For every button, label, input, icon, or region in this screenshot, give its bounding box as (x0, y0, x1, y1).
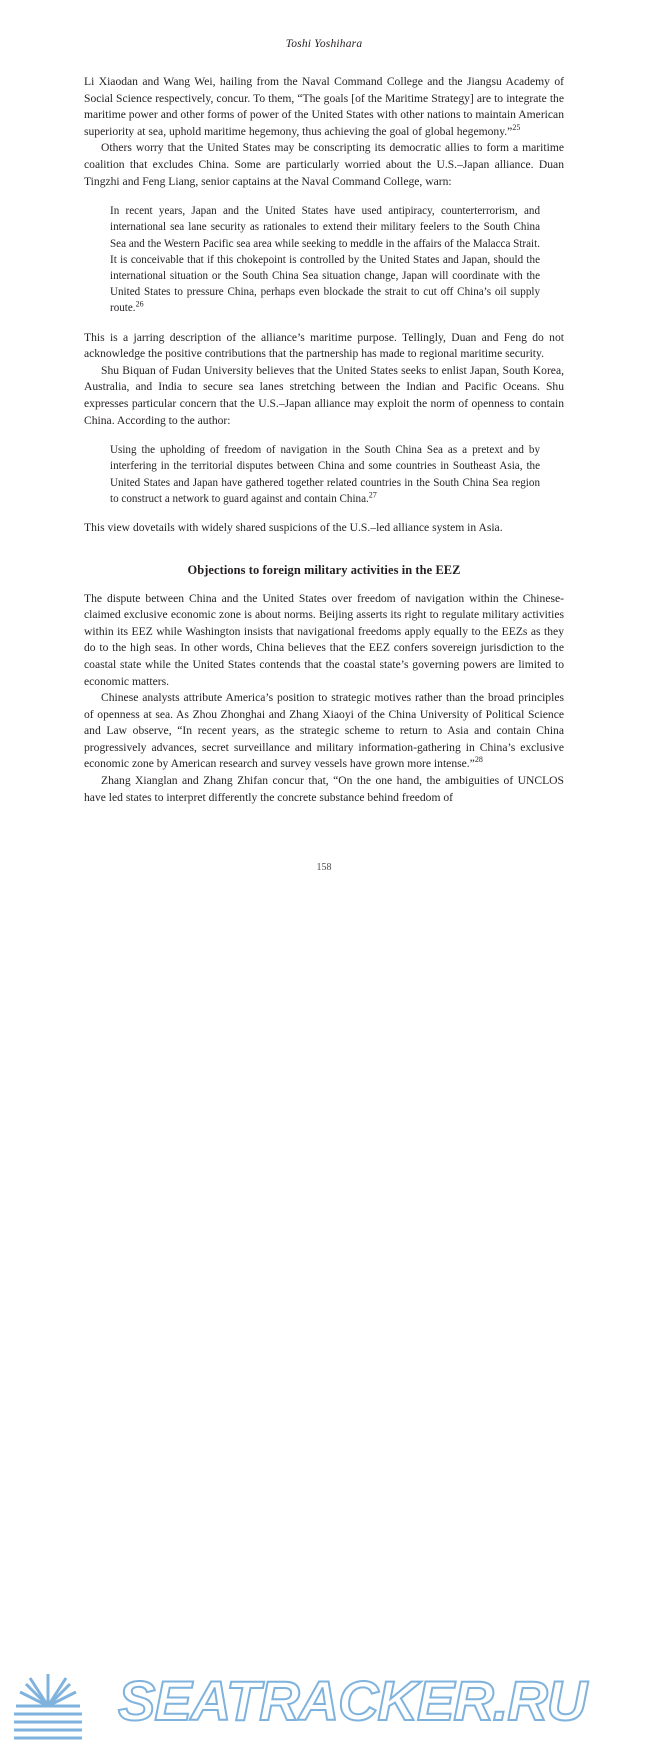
watermark-text: SEATRACKER.RU (118, 1669, 587, 1732)
blockquote-2-text: Using the upholding of freedom of navigation in the South China Sea as a pretext and by interfering in the territorial disputes between China and some countries in Southeast Asia, the United States and Japan have gathered together related countries in the South China Sea region to construct a network to guard against and contain China. (110, 444, 540, 505)
paragraph-3: This is a jarring description of the alliance’s maritime purpose. Tellingly, Duan and Feng do not acknowledge the positive contributions that the partnership has made to regional maritime security. (84, 330, 564, 361)
blockquote-1-text: In recent years, Japan and the United States have used antipiracy, counterterrorism, and international sea lane security as rationales to extend their military feelers to the South China Sea and the Western Pacific sea area while seeking to meddle in the affairs of the Malacca Strait. It is conceivable that if this chokepoint is controlled by the United States and Japan, should the international situation or the South China Sea situation change, Japan will coordinate with the United States to pressure China, perhaps even blockade the strait to cut off China’s oil supply route. (110, 205, 540, 315)
paragraph-8: Zhang Xianglan and Zhang Zhifan concur that, “On the one hand, the ambiguities of UNCLOS have led states to interpret differently the concrete substance behind freedom of (84, 774, 564, 804)
blockquote-1-paragraph (110, 203, 540, 316)
watermark (0, 832, 648, 1732)
paragraph-2: Others worry that the United States may be conscripting its democratic allies to form a maritime coalition that excludes China. Some are particularly worried about the U.S.–Japan alliance. Duan Tingzhi and Feng Liang, senior captains at the Naval Command College, warn: (84, 141, 564, 188)
sun-logo-icon (8, 1670, 88, 1744)
paragraph-7-text: Chinese analysts attribute America’s position to strategic motives rather than the broad principles of openness at sea. As Zhou Zhonghai and Zhang Xiaoyi of the China University of Political Science and Law observe, “In recent years, as the strategic scheme to return to Asia and contain China progressively advances, secret surveillance and military information-gathering in China’s exclusive economic zone by American research and survey vessels have grown more intense.” (84, 691, 564, 771)
blockquote-2 (110, 442, 540, 507)
footnote-ref-28: 28 (474, 755, 483, 765)
running-head: Toshi Yoshihara (285, 38, 363, 50)
paragraph-7 (84, 690, 564, 773)
footnote-ref-26: 26 (135, 299, 144, 309)
footnote-ref-25: 25 (512, 122, 521, 132)
page-number: 158 (316, 862, 332, 873)
section-heading: Objections to foreign military activities in the EEZ (187, 562, 461, 577)
paragraph-1-text: Li Xiaodan and Wang Wei, hailing from the Naval Command College and the Jiangsu Academy of Social Science respectively, concur. To them, “The goals [of the Maritime Strategy] are to integrate the maritime power and other forms of power of the United States with other nations to maintain American superiority at sea, uphold maritime hegemony, thus achieving the goal of global hegemony.” (84, 75, 564, 138)
page-body (84, 74, 564, 806)
paragraph-5: This view dovetails with widely shared suspicions of the U.S.–led alliance system in Asia. (84, 520, 503, 534)
paragraph-1 (84, 74, 564, 140)
paragraph-4: Shu Biquan of Fudan University believes that the United States seeks to enlist Japan, South Korea, Australia, and India to secure sea lanes stretching between the Indian and Pacific Oceans. Shu expresses particular concern that the U.S.–Japan alliance may exploit the norm of openness to contain China. According to the author: (84, 363, 564, 427)
blockquote-1 (110, 203, 540, 316)
footnote-ref-27: 27 (368, 490, 377, 500)
paragraph-6: The dispute between China and the United States over freedom of navigation within the Chinese-claimed exclusive economic zone is about norms. Beijing asserts its right to regulate military activities within its EEZ while Washington insists that navigational freedoms apply equally to the EEZs as they do to the high seas. In other words, China believes that the EEZ confers sovereign jurisdiction to the coastal state while the United States contends that the coastal state’s governing powers are limited to economic matters. (84, 591, 564, 688)
blockquote-2-paragraph (110, 442, 540, 507)
